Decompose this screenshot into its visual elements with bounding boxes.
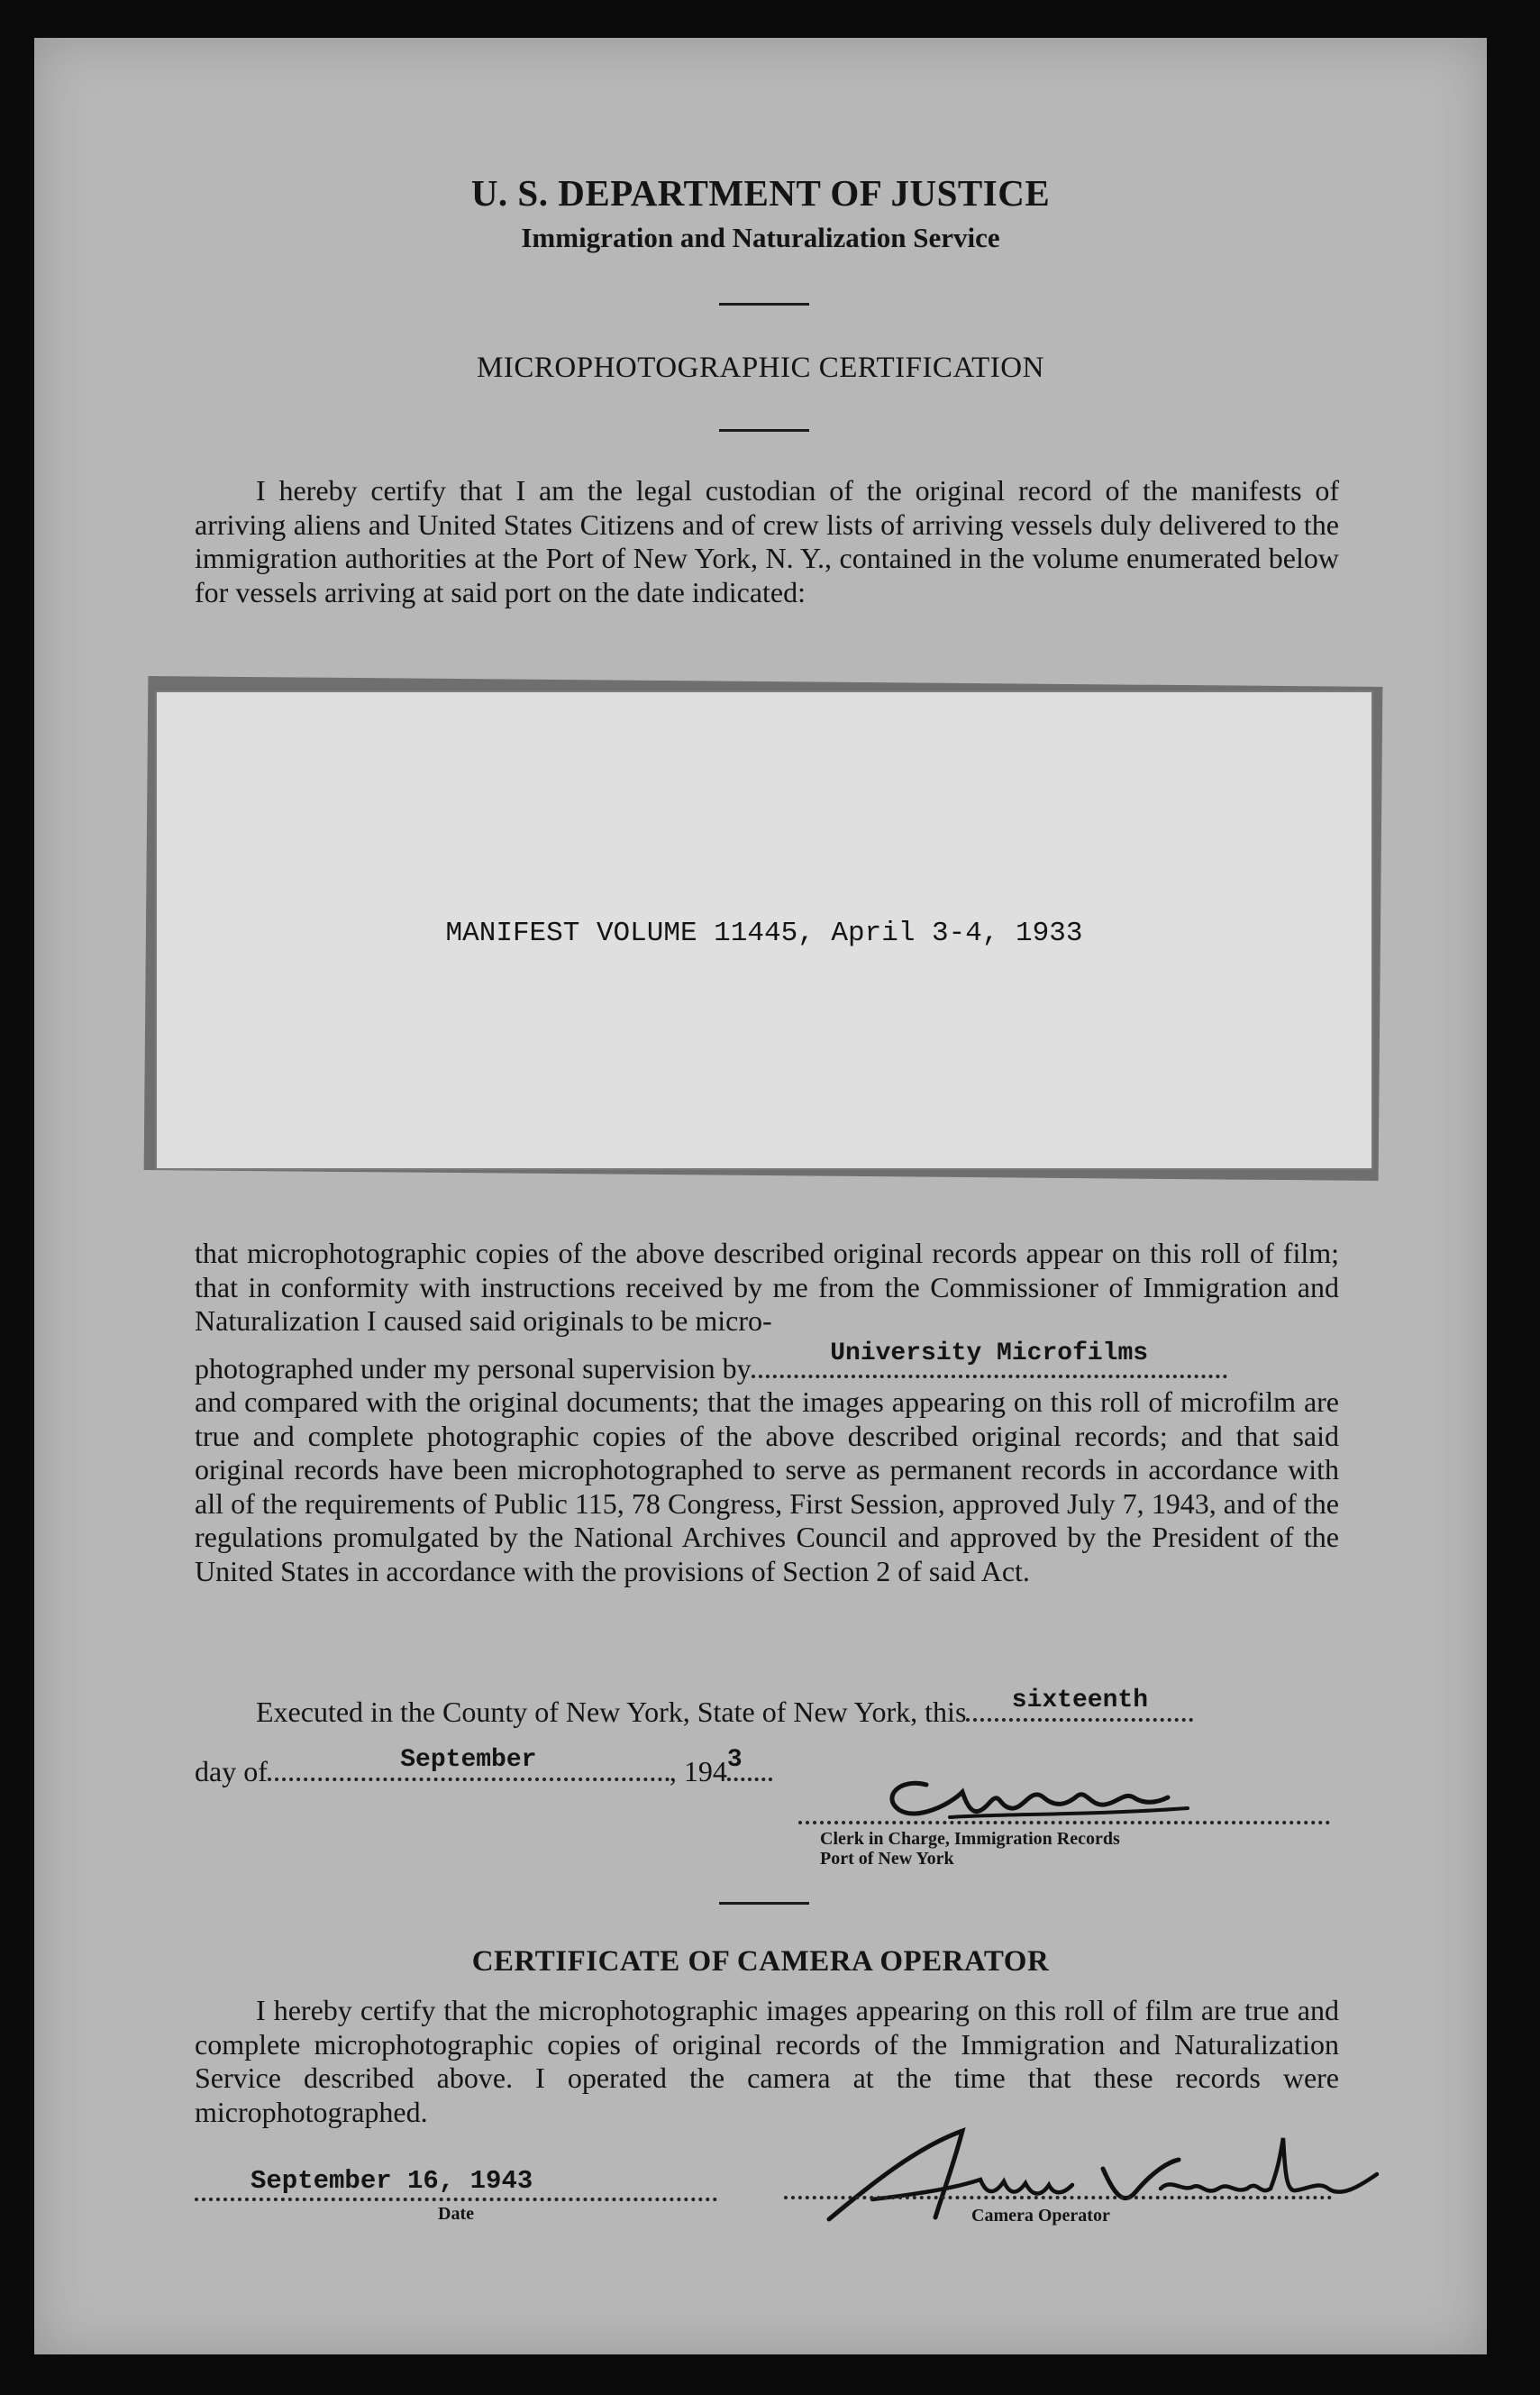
manifest-card xyxy=(155,690,1373,1170)
camera-operator-signature-line xyxy=(784,2196,1332,2199)
year-field xyxy=(726,1746,772,1781)
manifest-volume-text: MANIFEST VOLUME 11445, April 3-4, 1933 xyxy=(445,918,1083,949)
divider-second xyxy=(719,429,809,432)
body-part2: and compared with the original documents; that the images appearing on this roll of microfilm are true and complete photographic copies of the above described original records; and that said original records have been microphotographed to serve as permanent records in accordance with all of the requirements of Public 115, 78 Congress, First Session, approved July 7, 1943, and of the regulations promulgated by the National Archives Council and approved by the President of the United States in accordance with the provisions of Section 2 of said Act. xyxy=(195,1385,1339,1587)
body-part1: that microphotographic copies of the above described original records appear on this roll of film; that in conformity with instructions received by me from the Commissioner of Immigration and Naturalization I caused said originals to be micro- xyxy=(195,1237,1339,1337)
year-value: 3 xyxy=(726,1746,743,1774)
camera-date-value: September 16, 1943 xyxy=(251,2166,533,2196)
day-value: sixteenth xyxy=(1011,1687,1148,1714)
supervision-line: photographed under my personal supervision by University Microfilms xyxy=(195,1351,1339,1386)
intro-paragraph: I hereby certify that I am the legal custodian of the original record of the manifests of arriving aliens and United States Citizens and of crew lists of arriving vessels duly delivered to the immigration authorities at the Port of New York, N. Y., contained in the volume enumerated below for vessels arriving at said port on the date indicated: xyxy=(195,474,1339,608)
clerk-title-2: Port of New York xyxy=(820,1849,954,1869)
document-page xyxy=(34,38,1487,2354)
camera-paragraph: I hereby certify that the microphotographic images appearing on this roll of film are true and complete microphotographic copies of original records of the Immigration and Naturalization Service described above. I operated the camera at the time that these records were microphotographed. xyxy=(195,1994,1339,2128)
execution-line: Executed in the County of New York, State of New York, this sixteenth xyxy=(195,1695,1339,1729)
date-label: Date xyxy=(438,2204,474,2224)
certification-title: MICROPHOTOGRAPHIC CERTIFICATION xyxy=(477,352,1044,384)
divider-top xyxy=(719,303,809,306)
supervisor-field xyxy=(752,1339,1227,1378)
body-paragraph xyxy=(195,1237,1339,1588)
clerk-signature-line xyxy=(798,1821,1330,1824)
camera-date-field xyxy=(195,2166,717,2201)
camera-operator-title: CERTIFICATE OF CAMERA OPERATOR xyxy=(471,1945,1050,1978)
supervisor-value: University Microfilms xyxy=(830,1339,1149,1367)
camera-operator-label: Camera Operator xyxy=(971,2206,1110,2226)
clerk-title-1: Clerk in Charge, Immigration Records xyxy=(820,1829,1120,1849)
month-value: September xyxy=(400,1746,537,1774)
day-field xyxy=(966,1687,1193,1722)
divider-third xyxy=(719,1902,809,1905)
service-subheading: Immigration and Naturalization Service xyxy=(521,222,1000,253)
department-heading: U. S. DEPARTMENT OF JUSTICE xyxy=(470,172,1051,214)
date-line: day of September , 194 3 xyxy=(195,1754,1339,1788)
